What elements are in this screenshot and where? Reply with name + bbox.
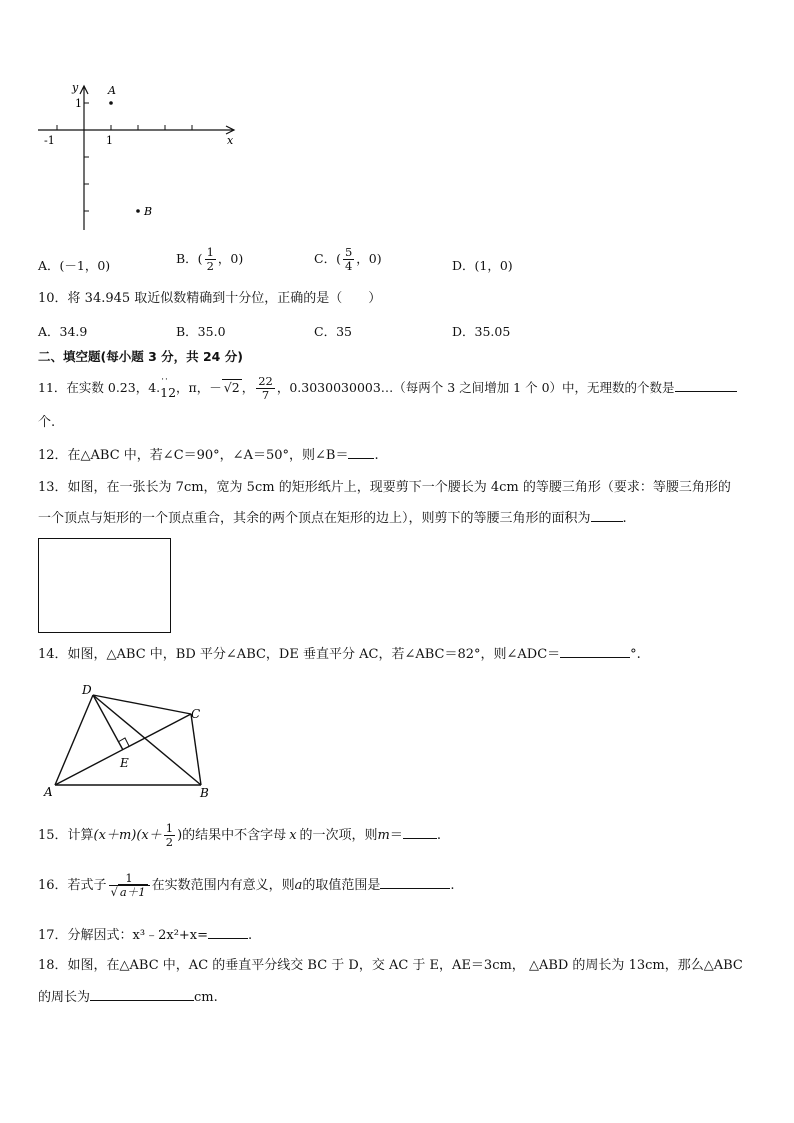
q17-end: . xyxy=(248,928,253,943)
q9-option-a: A．(－1，0) xyxy=(38,258,111,273)
q15-end: . xyxy=(436,828,442,843)
q14-label-e: E xyxy=(120,756,129,770)
q11-answer-blank[interactable] xyxy=(675,379,737,392)
q18-line1: 18．如图，在△ABC 中，AC 的垂直平分线交 BC 于 D，交 AC 于 E，AE＝3cm， △ABD 的周长为 13cm，那么△ABC xyxy=(38,958,743,973)
q14-stem xyxy=(38,645,641,664)
q10-stem: 10．将 34.945 取近似数精确到十分位，正确的是（ ） xyxy=(38,291,382,306)
q10-option-c: C．35 xyxy=(314,324,352,339)
q10-option-d: D．35.05 xyxy=(452,324,511,339)
q14-triangle-figure xyxy=(38,680,218,800)
q13-rectangle-figure xyxy=(38,538,171,633)
repeat-dots: ·· xyxy=(161,375,169,385)
x-axis-label: x xyxy=(227,134,234,147)
q13-answer-blank[interactable] xyxy=(591,509,623,522)
section-heading: 二、填空题(每小题 3 分，共 24 分) xyxy=(38,349,243,364)
q18-text: 的周长为 xyxy=(38,990,91,1005)
q9-option-d: D．(1，0) xyxy=(452,258,513,273)
fraction-numerator: 5 xyxy=(344,245,353,259)
y-axis-label: y xyxy=(72,81,79,94)
q16-answer-blank[interactable] xyxy=(380,876,450,889)
q15-suffix: 的一次项，则 xyxy=(299,828,378,843)
q9-option-c-fraction xyxy=(343,246,354,273)
q13-end: . xyxy=(622,511,627,526)
q12-text: 12．在△ABC 中，若∠C＝90°，∠A＝50°，则∠B＝ xyxy=(38,448,349,463)
q13-line2 xyxy=(38,509,627,528)
fraction-denominator: 4 xyxy=(344,259,353,273)
q17-text: 17．分解因式：x³﹣2x²+x= xyxy=(38,928,209,943)
tick-label-xneg1: -1 xyxy=(44,134,55,147)
q11-repeating-decimal xyxy=(160,368,176,408)
q15-stem xyxy=(38,816,441,856)
q15-expression-right: ) xyxy=(177,828,183,843)
q15-answer-blank[interactable] xyxy=(403,826,437,839)
point-a xyxy=(109,101,113,105)
q14-end: °. xyxy=(630,647,641,662)
q16-prefix: 16．若式子 xyxy=(38,878,107,893)
q9-option-b xyxy=(176,246,243,273)
fraction-denominator: 7 xyxy=(261,388,270,402)
fraction-numerator: 1 xyxy=(109,872,150,886)
q12-answer-blank[interactable] xyxy=(348,446,374,459)
q9-option-b-fraction xyxy=(205,246,216,273)
q15-prefix: 15．计算 xyxy=(38,828,94,843)
q15-mid: 的结果中不含字母 xyxy=(182,828,287,843)
q11-dotted-digits: 12 xyxy=(160,385,177,400)
point-b-label: B xyxy=(144,205,153,218)
fraction-denominator: 2 xyxy=(165,835,174,849)
q10-option-a: A．34.9 xyxy=(38,324,88,339)
q11-mid2: ， xyxy=(241,380,255,395)
q15-fraction xyxy=(164,822,175,849)
q9-option-c-suffix: ，0) xyxy=(356,251,382,266)
coordinate-figure xyxy=(36,80,246,235)
q12-stem xyxy=(38,446,379,465)
q9-option-b-prefix: B．( xyxy=(176,251,203,266)
q16-mid: 在实数范围内有意义，则 xyxy=(151,878,295,893)
q18-answer-blank[interactable] xyxy=(90,988,194,1001)
q15-var-x: x xyxy=(289,828,297,843)
q16-var-a: a xyxy=(294,878,303,893)
q14-label-d: D xyxy=(82,683,92,697)
q14-label-a: A xyxy=(44,785,53,799)
q11-fraction xyxy=(256,375,275,402)
q15-expression-left: (x＋m)(x＋ xyxy=(93,828,162,843)
q11-stem xyxy=(38,368,737,408)
q15-var-m: m xyxy=(377,828,390,843)
q16-suffix: 的取值范围是 xyxy=(302,878,381,893)
q16-end: . xyxy=(450,878,455,893)
q11-prefix: 11．在实数 0.23，4. xyxy=(38,380,161,395)
q9-option-c-prefix: C．( xyxy=(314,251,341,266)
q11-mid1: ，π，－ xyxy=(176,380,222,395)
fraction-numerator: 1 xyxy=(206,245,214,259)
tick-label-y1: 1 xyxy=(75,97,82,110)
q17-answer-blank[interactable] xyxy=(208,926,248,939)
q14-label-b: B xyxy=(200,786,209,800)
q14-answer-blank[interactable] xyxy=(560,645,630,658)
fraction-numerator: 22 xyxy=(258,374,273,388)
point-a-label: A xyxy=(108,84,116,97)
q13-text: 一个顶点与矩形的一个顶点重合，其余的两个顶点在矩形的边上），则剪下的等腰三角形的面积为 xyxy=(38,511,591,526)
q18-end: cm. xyxy=(194,990,218,1005)
fraction-numerator: 1 xyxy=(165,821,174,835)
q16-sqrt-radicand: a＋1 xyxy=(119,885,146,899)
q11-sqrt: √2 xyxy=(223,380,240,395)
tick-label-x1: 1 xyxy=(106,134,113,147)
q9-option-b-suffix: ，0) xyxy=(217,251,244,266)
q13-line1: 13．如图，在一张长为 7cm，宽为 5cm 的矩形纸片上，现要剪下一个腰长为 4cm 的等腰三角形（要求：等腰三角形的 xyxy=(38,480,731,495)
q14-label-c: C xyxy=(191,707,201,721)
q9-option-c xyxy=(314,246,382,273)
fraction-denominator: √ a＋1 xyxy=(110,885,146,899)
q11-line2: 个. xyxy=(38,415,56,430)
q11-suffix: ，0.3030030003…（每两个 3 之间增加 1 个 0）中，无理数的个数是 xyxy=(276,380,675,395)
q12-end: . xyxy=(374,448,379,463)
q15-equals: ＝ xyxy=(389,828,403,843)
fraction-denominator: 2 xyxy=(206,259,214,273)
q18-line2 xyxy=(38,988,218,1007)
q14-text: 14．如图，△ABC 中，BD 平分∠ABC，DE 垂直平分 AC，若∠ABC＝82°，则∠ADC＝ xyxy=(38,647,561,662)
point-b xyxy=(136,209,140,213)
q11-sqrt-radicand: 2 xyxy=(231,380,240,395)
q17-stem xyxy=(38,926,252,945)
q16-stem xyxy=(38,866,455,906)
q16-fraction xyxy=(109,872,150,899)
q10-option-b: B．35.0 xyxy=(176,324,226,339)
